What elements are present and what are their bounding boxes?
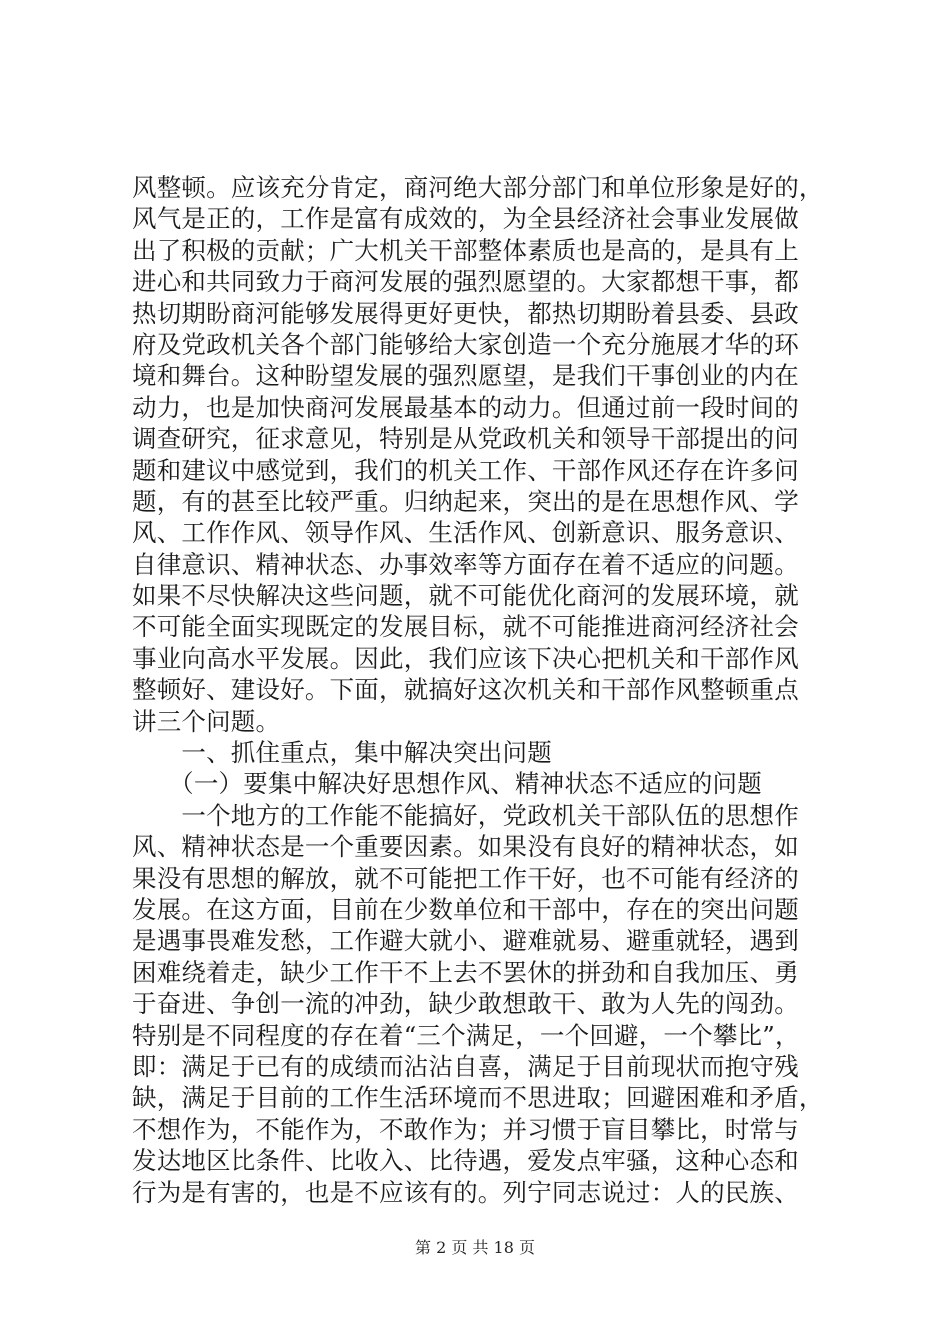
text-line: 风气是正的，工作是富有成效的，为全县经济社会事业发展做: [132, 204, 799, 234]
text-line: 自律意识、精神状态、办事效率等方面存在着不适应的问题。: [132, 549, 799, 579]
text-line: 境和舞台。这种盼望发展的强烈愿望，是我们干事创业的内在: [132, 361, 799, 391]
text-line: 不可能全面实现既定的发展目标，就不可能推进商河经济社会: [132, 612, 799, 642]
text-line: 出了积极的贡献；广大机关干部整体素质也是高的，是具有上: [132, 235, 799, 265]
text-line: 缺，满足于目前的工作生活环境而不思进取；回避困难和矛盾，: [132, 1083, 824, 1113]
subsection-heading: （一）要集中解决好思想作风、精神状态不适应的问题: [132, 769, 762, 799]
text-line: 风、精神状态是一个重要因素。如果没有良好的精神状态，如: [132, 832, 799, 862]
text-line: 事业向高水平发展。因此，我们应该下决心把机关和干部作风: [132, 643, 799, 673]
text-line: 题和建议中感觉到，我们的机关工作、干部作风还存在许多问: [132, 455, 799, 485]
text-line: 整顿好、建设好。下面，就搞好这次机关和干部作风整顿重点: [132, 675, 799, 705]
body-text: [132, 172, 832, 1208]
text-line: 于奋进、争创一流的冲劲，缺少敢想敢干、敢为人先的闯劲。: [132, 989, 799, 1019]
text-line: 讲三个问题。: [132, 706, 281, 736]
text-line: 府及党政机关各个部门能够给大家创造一个充分施展才华的环: [132, 329, 799, 359]
text-line: 发展。在这方面，目前在少数单位和干部中，存在的突出问题: [132, 894, 799, 924]
text-line: 进心和共同致力于商河发展的强烈愿望的。大家都想干事，都: [132, 267, 799, 297]
text-line: 如果不尽快解决这些问题，就不可能优化商河的发展环境，就: [132, 581, 799, 611]
text-line: 果没有思想的解放，就不可能把工作干好，也不可能有经济的: [132, 863, 799, 893]
section-heading: 一、抓住重点，集中解决突出问题: [132, 738, 552, 768]
text-line: 一个地方的工作能不能搞好，党政机关干部队伍的思想作: [132, 800, 799, 830]
text-line: 即：满足于已有的成绩而沾沾自喜，满足于目前现状而抱守残: [132, 1051, 799, 1081]
text-line: 是遇事畏难发愁，工作避大就小、避难就易、避重就轻，遇到: [132, 926, 799, 956]
text-line: 困难绕着走，缺少工作干不上去不罢休的拼劲和自我加压、勇: [132, 957, 799, 987]
page-footer: [0, 1238, 950, 1258]
text-line: 热切期盼商河能够发展得更好更快，都热切期盼着县委、县政: [132, 298, 799, 328]
text-line: 风整顿。应该充分肯定，商河绝大部分部门和单位形象是好的，: [132, 173, 824, 202]
text-line: 不想作为，不能作为，不敢作为；并习惯于盲目攀比，时常与: [132, 1114, 799, 1144]
text-line: 特别是不同程度的存在着“三个满足，一个回避，一个攀比”，: [132, 1020, 800, 1050]
text-line: 调查研究，征求意见，特别是从党政机关和领导干部提出的问: [132, 424, 799, 454]
text-line: 风、工作作风、领导作风、生活作风、创新意识、服务意识、: [132, 518, 799, 548]
text-line: 发达地区比条件、比收入、比待遇，爱发点牢骚，这种心态和: [132, 1146, 799, 1176]
text-line: 题，有的甚至比较严重。归纳起来，突出的是在思想作风、学: [132, 486, 799, 516]
text-line: 行为是有害的，也是不应该有的。列宁同志说过：人的民族、: [132, 1177, 799, 1207]
text-line: 动力，也是加快商河发展最基本的动力。但通过前一段时间的: [132, 392, 799, 422]
page-number-label: 第 2 页 共 18 页: [415, 1238, 535, 1257]
